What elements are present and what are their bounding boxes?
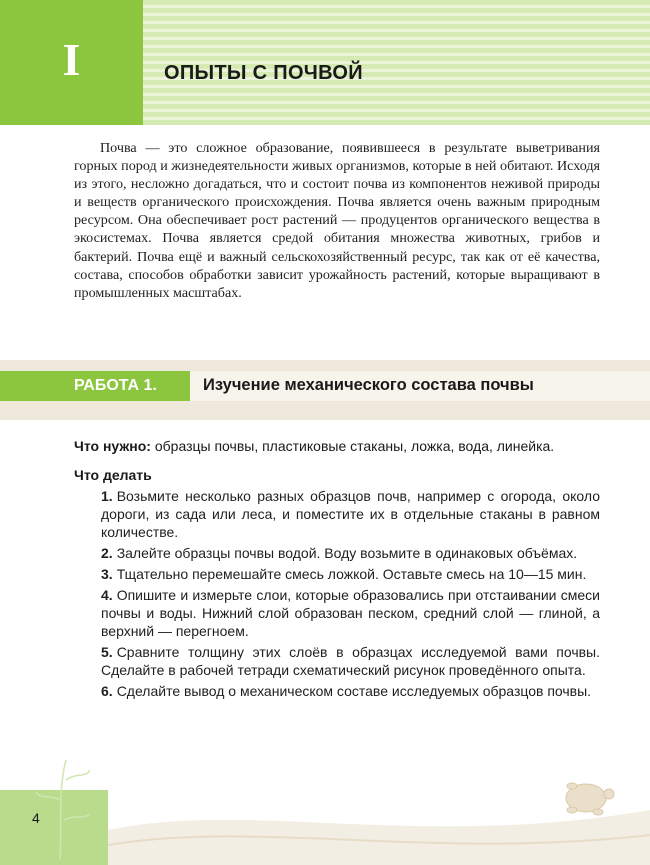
steps-heading: Что делать	[74, 467, 152, 483]
chapter-number-block	[0, 0, 143, 125]
plant-icon	[36, 760, 90, 860]
step-text: Тщательно перемешайте смесь ложкой. Оставьте смесь на 10—15 мин.	[116, 566, 587, 582]
step-item	[101, 487, 600, 541]
turtle-icon	[566, 783, 614, 815]
step-item	[101, 682, 600, 700]
steps-list	[101, 487, 600, 703]
intro-paragraph: Почва — это сложное образование, появившееся в результате выветривания горных пород и жизнедеятельности живых организмов, которые в ней обитают. Исходя из этого, несложно догадаться, что и состоит почва из компонентов неживой природы и веществ органического происхождения. Почва является очень важным природным ресурсом. Она обеспечивает рост растений — продуцентов органического вещества в экосистемах. Почва является средой обитания множества животных, грибов и бактерий. Почва ещё и важный сельскохозяйственный ресурс, так как от её качества, состава, способов обработки зависит урожайность растений, которые выращивают в промышленных масштабах.	[74, 140, 600, 301]
step-number: 4.	[101, 587, 113, 603]
page-number: 4	[32, 810, 40, 826]
chapter-title: ОПЫТЫ С ПОЧВОЙ	[164, 62, 363, 84]
work-label: РАБОТА 1.	[0, 371, 190, 401]
materials-text: образцы почвы, пластиковые стаканы, ложка, вода, линейка.	[154, 438, 555, 454]
step-number: 2.	[101, 545, 113, 561]
step-text: Возьмите несколько разных образцов почв, например с огорода, около дороги, из сада или леса, и поместите их в отдельные стаканы в равном количестве.	[101, 488, 600, 540]
step-item	[101, 643, 600, 679]
work-title: Изучение механического состава почвы	[203, 376, 534, 394]
step-item	[101, 565, 600, 583]
step-number: 6.	[101, 683, 113, 699]
step-number: 3.	[101, 566, 113, 582]
step-text: Сделайте вывод о механическом составе исследуемых образцов почвы.	[116, 683, 592, 699]
step-text: Опишите и измерьте слои, которые образовались при отстаивании смеси почвы и воды. Нижний слой образован песком, средний слой — глиной, а верхний — перегноем.	[101, 587, 600, 639]
step-item	[101, 544, 600, 562]
step-item	[101, 586, 600, 640]
materials-needed	[74, 437, 614, 455]
step-text: Сравните толщину этих слоёв в образцах исследуемой вами почвы. Сделайте в рабочей тетради схематический рисунок проведённого опыта.	[101, 644, 600, 678]
step-number: 1.	[101, 488, 113, 504]
footer-decoration	[0, 740, 650, 865]
materials-label: Что нужно:	[74, 438, 151, 454]
step-text: Залейте образцы почвы водой. Воду возьмите в одинаковых объёмах.	[116, 545, 578, 561]
step-number: 5.	[101, 644, 113, 660]
chapter-numeral: I	[62, 34, 81, 85]
